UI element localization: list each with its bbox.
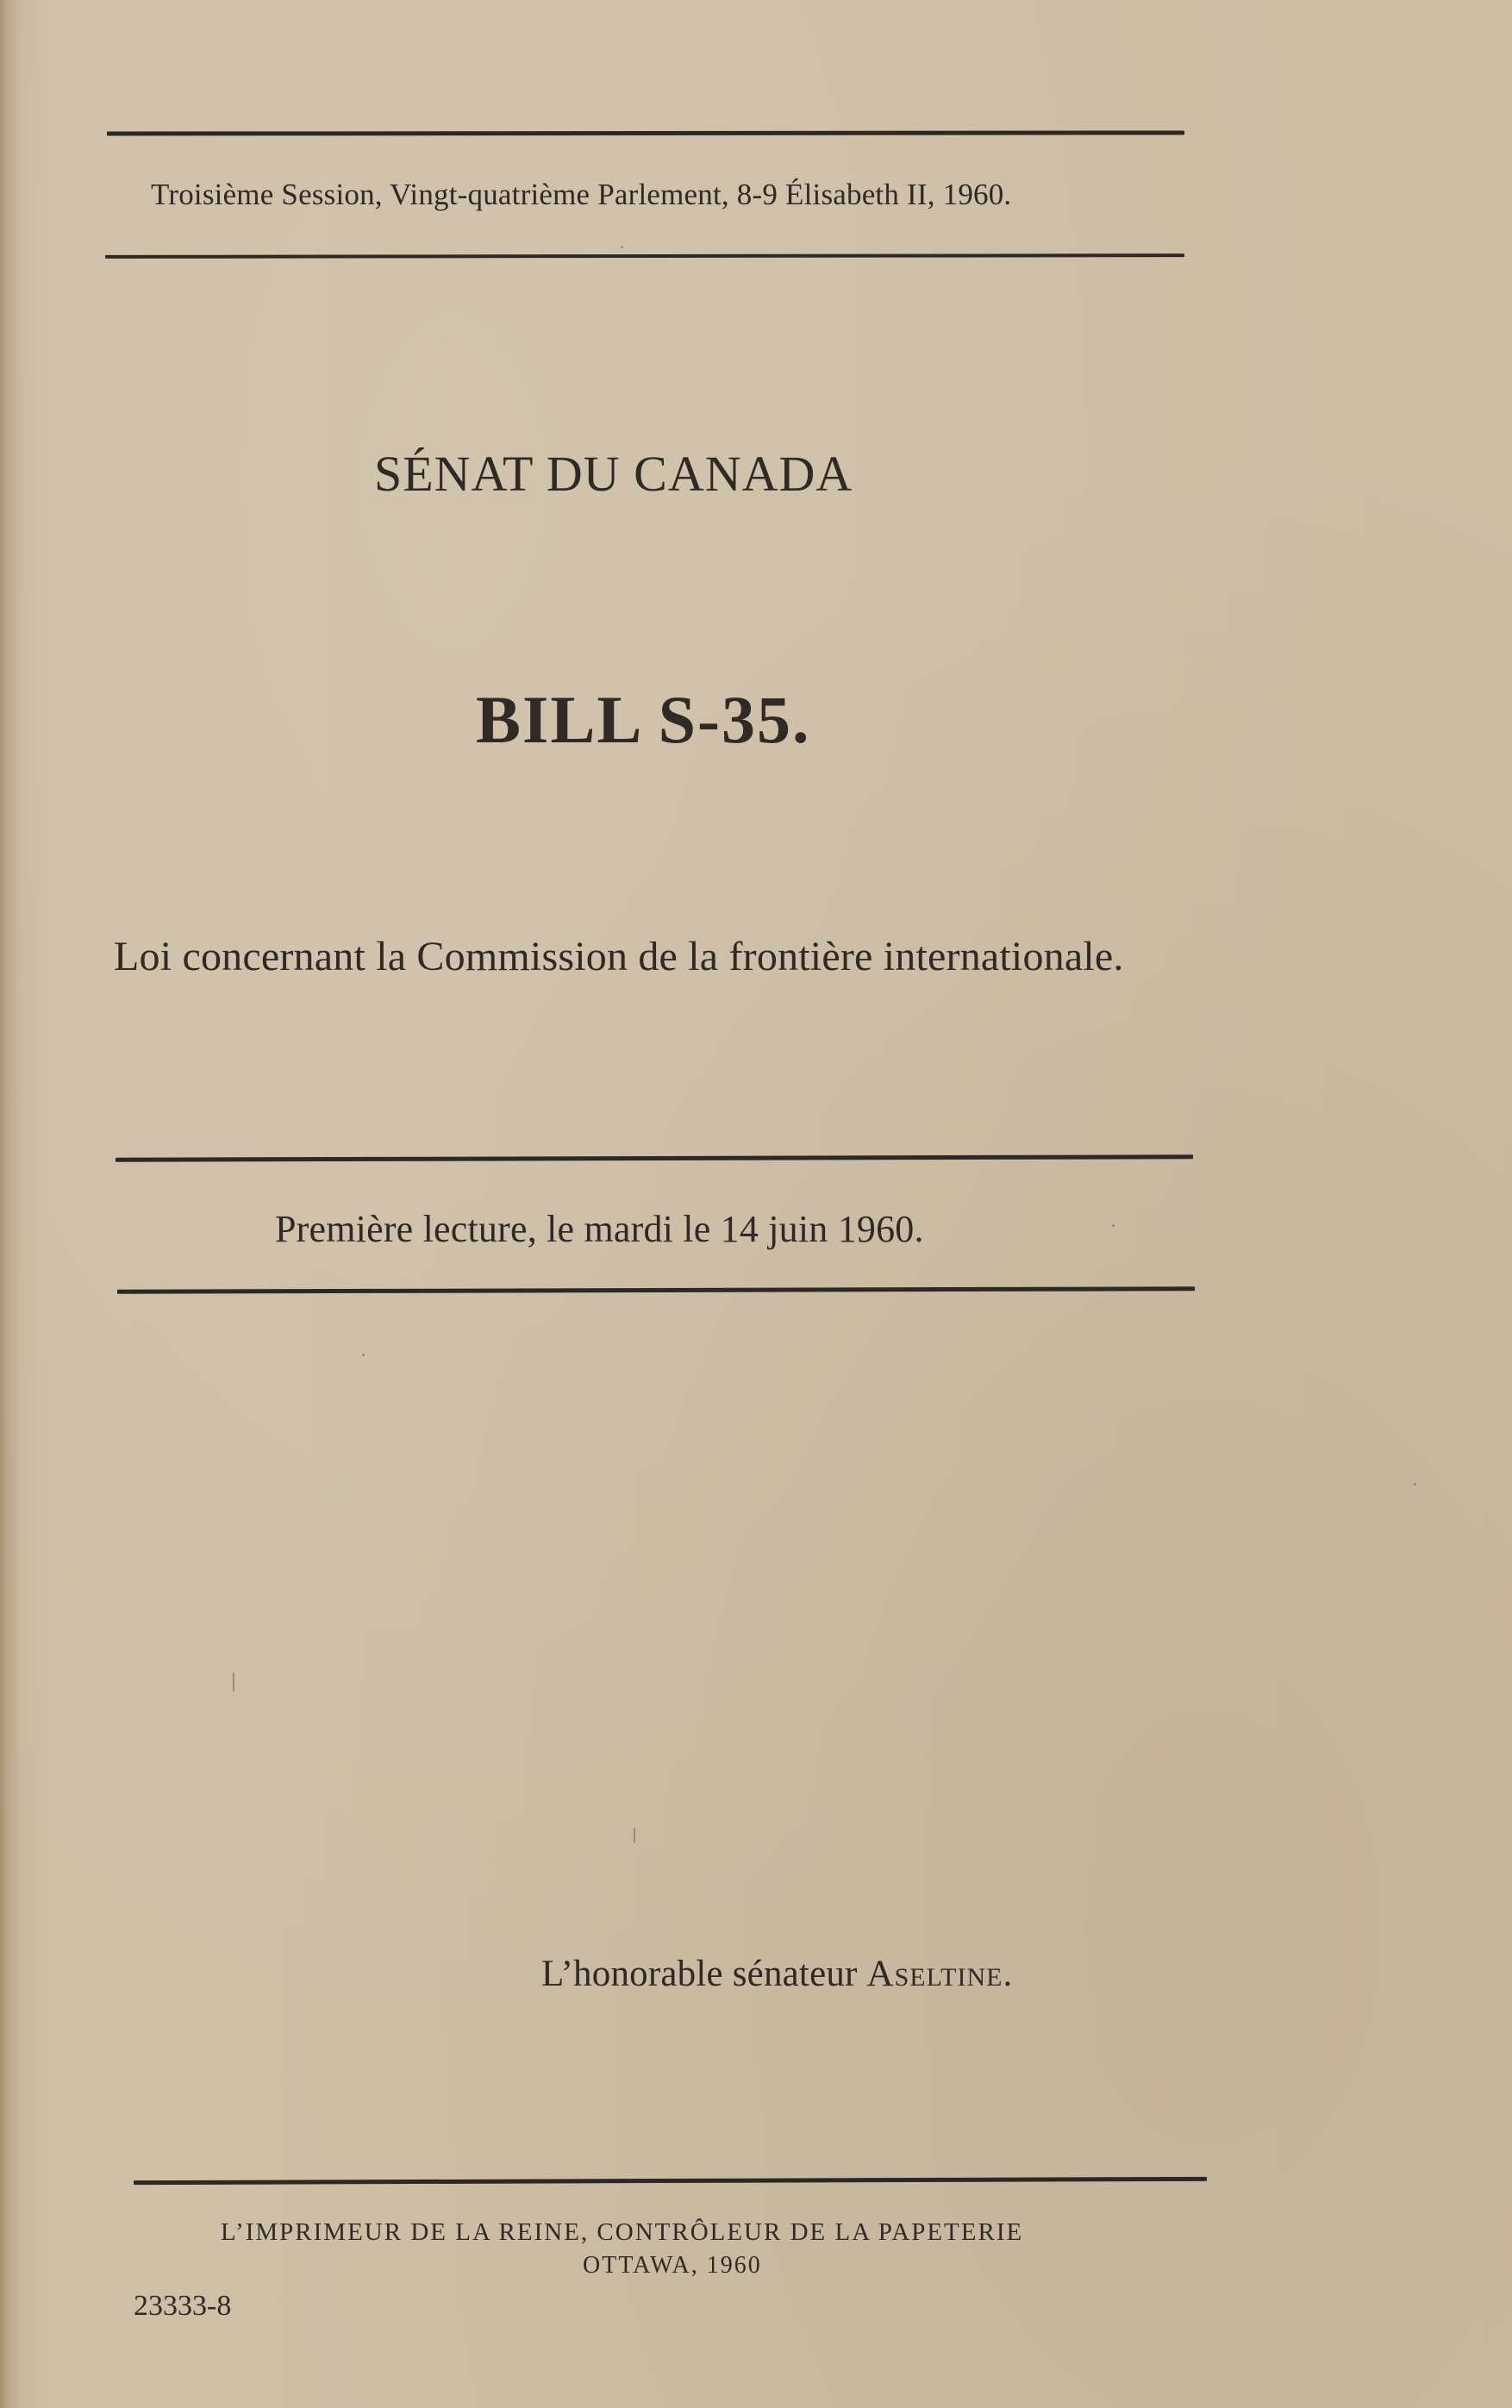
sponsor-prefix: L’honorable sénateur (541, 1954, 867, 1994)
paper-speck (621, 246, 623, 248)
sponsor-line (541, 1953, 1012, 1995)
session-line: Troisième Session, Vingt-quatrième Parlement, 8-9 Élisabeth II, 1960. (151, 178, 1012, 211)
bill-title: Loi concernant la Commission de la frontière internationale. (114, 934, 1124, 979)
printer-line: L’IMPRIMEUR DE LA REINE, CONTRÔLEUR DE LA PAPETERIE (221, 2218, 1024, 2246)
footer-rule (134, 2177, 1207, 2185)
paper-speck (1112, 1224, 1115, 1227)
reading-rule-upper (116, 1154, 1193, 1161)
first-reading-date: Première lecture, le mardi le 14 juin 1960. (275, 1208, 924, 1250)
print-number: 23333-8 (134, 2290, 232, 2322)
paper-speck (233, 1673, 234, 1692)
senate-heading: SÉNAT DU CANADA (374, 446, 853, 502)
sponsor-suffix: . (1003, 1954, 1013, 1994)
printer-place: OTTAWA, 1960 (583, 2252, 762, 2279)
top-rule-upper (107, 130, 1184, 135)
sponsor-name: Aseltine (866, 1954, 1003, 1994)
bill-number: BILL S-35. (476, 682, 811, 757)
paper-speck (362, 1354, 365, 1356)
top-rule-lower (105, 253, 1184, 259)
paper-speck (1414, 1483, 1416, 1485)
reading-rule-lower (117, 1286, 1195, 1293)
paper-speck (634, 1828, 635, 1843)
